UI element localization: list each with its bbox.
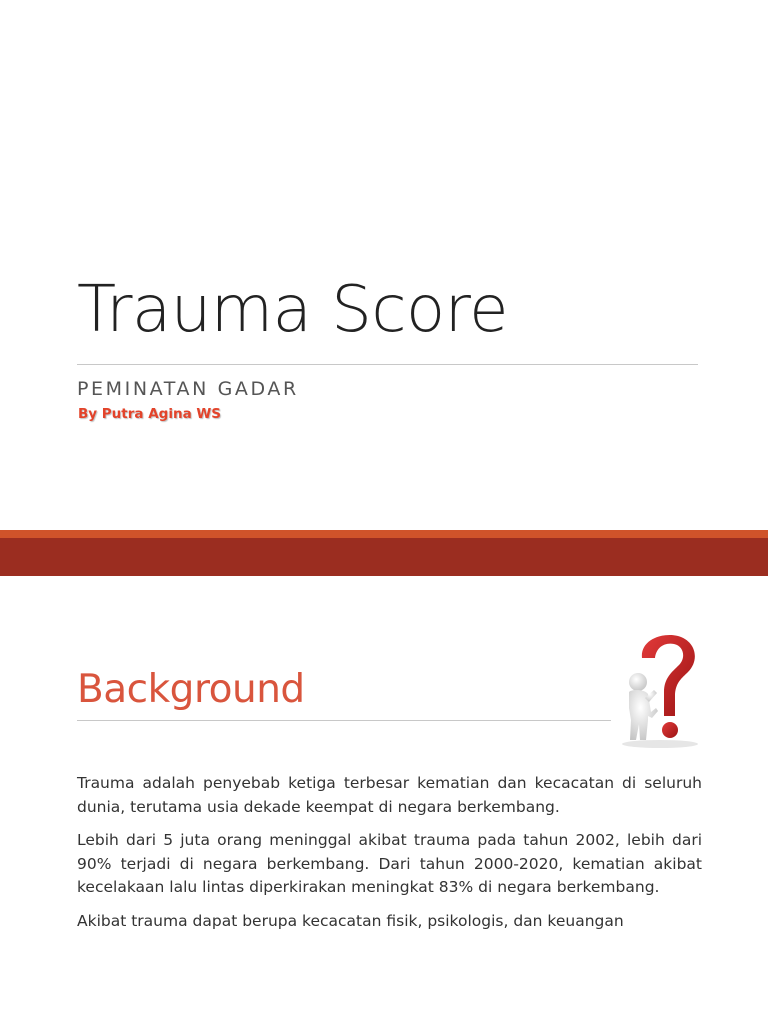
paragraph: Lebih dari 5 juta orang meninggal akibat trauma pada tahun 2002, lebih dari 90% terjadi di negara berkembang. Dari tahun 2000-2020, kematian akibat kecelakaan lalu lintas diperkirakan meningkat 83% di negara berkembang. [77,831,702,896]
slide-title: Trauma Score [77,273,508,347]
paragraph: Akibat trauma dapat berupa kecacatan fisik, psikologis, dan keuangan [77,911,624,930]
author-byline: By Putra Agina WS [78,406,221,422]
slide-separator-accent [0,530,768,538]
question-mark-person-icon [612,632,707,750]
background-slide [0,576,768,1024]
heading-divider [77,720,611,721]
body-text [77,772,702,943]
paragraph: Trauma adalah penyebab ketiga terbesar kematian dan kecacatan di seluruh dunia, terutama usia dekade keempat di negara berkembang. [77,774,702,816]
title-divider [77,364,698,365]
slide-separator-band [0,538,768,576]
slide-subtitle: PEMINATAN GADAR [77,378,299,400]
section-heading: Background [77,667,305,712]
